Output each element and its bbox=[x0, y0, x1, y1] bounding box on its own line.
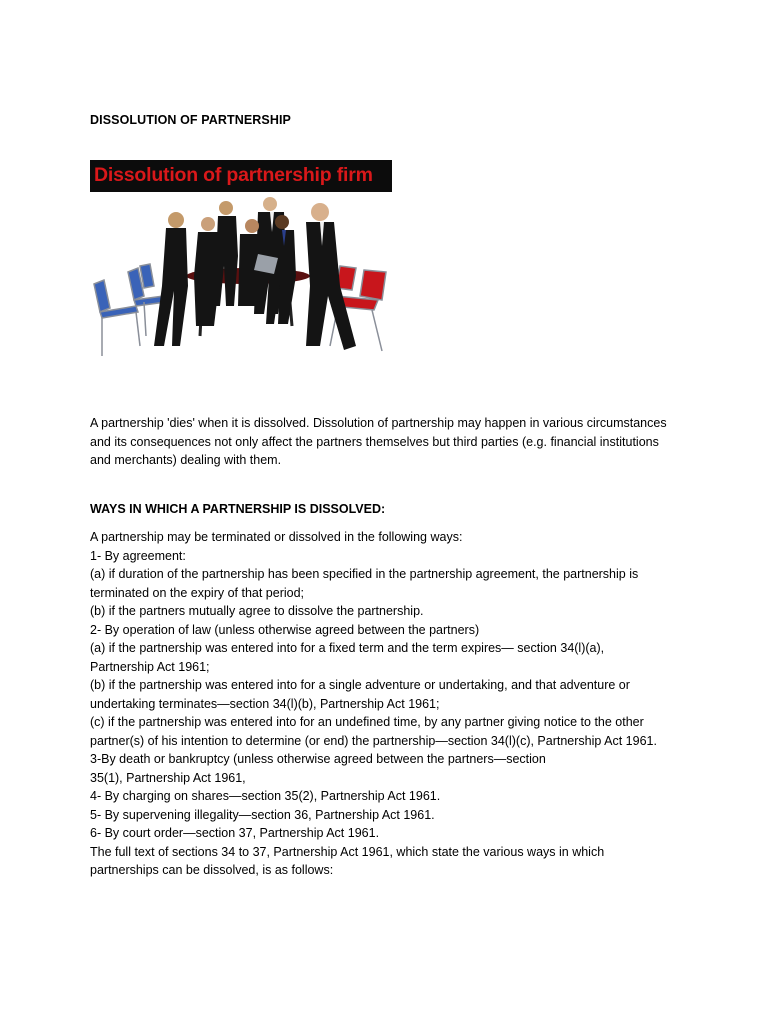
body-line: undertaking terminates—section 34(l)(b), Partnership Act 1961; bbox=[90, 696, 440, 711]
body-line: (c) if the partnership was entered into for an undefined time, by any partner giving notice to the other bbox=[90, 715, 644, 729]
body-line: 5- By supervening illegality—section 36, Partnership Act 1961. bbox=[90, 807, 435, 822]
intro-line: and its consequences not only affect the partners themselves but third parties (e.g. financial institutions bbox=[90, 434, 659, 449]
body-line: The full text of sections 34 to 37, Partnership Act 1961, which state the various ways in which bbox=[90, 844, 605, 859]
people-silhouettes bbox=[154, 197, 356, 350]
intro-line: and merchants) dealing with them. bbox=[90, 453, 282, 467]
body-text bbox=[90, 528, 690, 880]
document-title: DISSOLUTION OF PARTNERSHIP bbox=[90, 113, 291, 127]
body-line: partner(s) of his intention to determine (or end) the partnership—section 34(l)(c), Partnership Act 1961. bbox=[90, 733, 657, 748]
image-banner bbox=[90, 160, 392, 192]
body-line: (b) if the partnership was entered into for a single adventure or undertaking, and that adventure or bbox=[90, 678, 630, 692]
intro-line: A partnership 'dies' when it is dissolved. Dissolution of partnership may happen in various circumstances bbox=[90, 416, 667, 430]
body-line: Partnership Act 1961; bbox=[90, 659, 210, 674]
body-line: A partnership may be terminated or dissolved in the following ways: bbox=[90, 530, 463, 544]
body-line: 4- By charging on shares—section 35(2), Partnership Act 1961. bbox=[90, 789, 441, 803]
body-line: terminated on the expiry of that period; bbox=[90, 585, 305, 600]
body-line: 6- By court order—section 37, Partnership Act 1961. bbox=[90, 826, 380, 840]
body-line: 35(1), Partnership Act 1961, bbox=[90, 770, 246, 785]
body-line: partnerships can be dissolved, is as follows: bbox=[90, 863, 334, 877]
section-heading: WAYS IN WHICH A PARTNERSHIP IS DISSOLVED: bbox=[90, 502, 386, 516]
body-line: (b) if the partners mutually agree to dissolve the partnership. bbox=[90, 604, 424, 618]
body-line: (a) if duration of the partnership has been specified in the partnership agreement, the partnership is bbox=[90, 567, 639, 581]
image-banner-text: Dissolution of partnership firm bbox=[94, 164, 373, 186]
body-line: 1- By agreement: bbox=[90, 548, 186, 563]
body-line: 3-By death or bankruptcy (unless otherwise agreed between the partners—section bbox=[90, 752, 546, 766]
body-line: (a) if the partnership was entered into for a fixed term and the term expires— section 34(l)(a), bbox=[90, 641, 605, 655]
body-line: 2- By operation of law (unless otherwise agreed between the partners) bbox=[90, 622, 480, 637]
business-people-argument-image bbox=[88, 196, 398, 361]
intro-paragraph bbox=[90, 414, 690, 470]
